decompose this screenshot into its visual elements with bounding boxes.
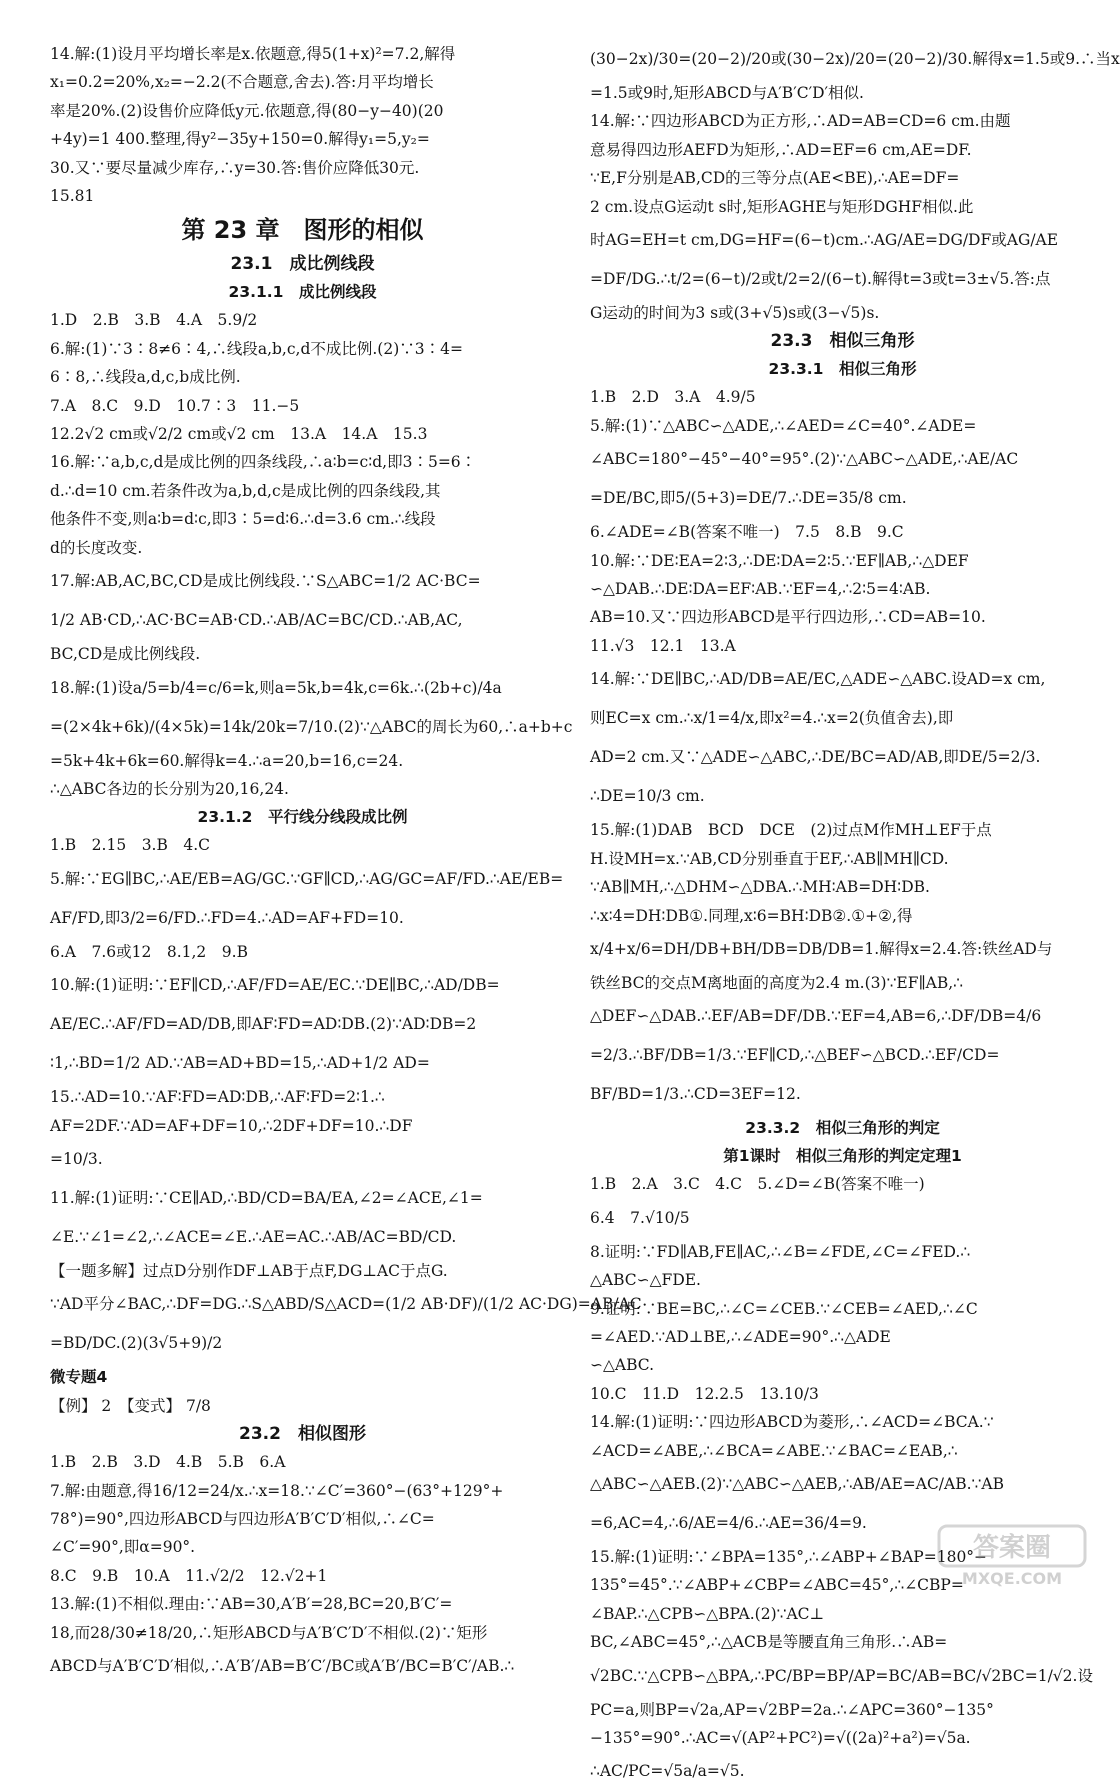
answer-line: 15.∴AD=10.∵AF∶FD=AD∶DB,∴AF∶FD=2∶1.∴ [50,1088,385,1107]
answer-line: 30.又∵要尽量减少库存,∴y=30.答:售价应降低30元. [50,158,420,177]
answer-line: 2 cm.设点G运动t s时,矩形AGHE与矩形DGHF相似.此 [590,197,974,216]
answer-line: 5.解:∵EG∥BC,∴AE/EB=AG/GC.∵GF∥CD,∴AG/GC=AF/FD.∴AE/EB= [50,869,564,888]
section-heading: 第 23 章 图形的相似 [181,216,424,245]
answer-line: 8.证明:∵FD∥AB,FE∥AC,∴∠B=∠FDE,∠C=∠FED.∴ [590,1242,971,1261]
answer-line: AD=2 cm.又∵△ADE∽△ABC,∴DE/BC=AD/AB,即DE/5=2/3. [590,748,1041,767]
answer-line: ∠BAP.∴△CPB∽△BPA.(2)∵AC⊥ [590,1604,825,1623]
answer-line: 18.解:(1)设a/5=b/4=c/6=k,则a=5k,b=4k,c=6k.∴(2b+c)/4a [50,678,502,697]
answer-line: 18,而28/30≠18/20,∴矩形ABCD与A′B′C′D′不相似.(2)∵矩形 [50,1623,488,1642]
answer-line: H.设MH=x.∵AB,CD分别垂直于EF,∴AB∥MH∥CD. [590,849,949,868]
answer-line: 17.解:AB,AC,BC,CD是成比例线段.∵S△ABC=1/2 AC·BC= [50,572,481,591]
answer-line: 14.解:∵DE∥BC,∴AD/DB=AE/EC,△ADE∽△ABC.设AD=x cm, [590,670,1046,689]
answer-line: =10/3. [50,1149,103,1168]
answer-line: 10.C 11.D 12.2.5 13.10/3 [590,1384,819,1403]
answer-line: 铁丝BC的交点M离地面的高度为2.4 m.(3)∵EF∥AB,∴ [590,973,964,992]
answer-line: 1.D 2.B 3.B 4.A 5.9/2 [50,311,258,330]
answer-line: 12.2√2 cm或√2/2 cm或√2 cm 13.A 14.A 15.3 [50,425,428,444]
answer-line: =6,AC=4,∴6/AE=4/6.∴AE=36/4=9. [590,1513,867,1532]
answer-line: 15.解:(1)DAB BCD DCE (2)过点M作MH⊥EF于点 [590,821,992,840]
answer-line: 6.A 7.6或12 8.1,2 9.B [50,942,248,961]
answer-line: ∴△ABC各边的长分别为20,16,24. [50,779,289,798]
answer-line: 14.解:∵四边形ABCD为正方形,∴AD=AB=CD=6 cm.由题 [590,112,1011,131]
answer-line: =DF/DG.∴t/2=(6−t)/2或t/2=2/(6−t).解得t=3或t=3±√5.答:点 [590,270,1051,289]
answer-line: 14.解:(1)证明:∵四边形ABCD为菱形,∴∠ACD=∠BCA.∵ [590,1413,994,1432]
section-heading: 23.3 相似三角形 [770,331,915,352]
answer-line: 时AG=EH=t cm,DG=HF=(6−t)cm.∴AG/AE=DG/DF或AG/AE [590,231,1059,250]
answer-line: AE/EC.∴AF/FD=AD/DB,即AF∶FD=AD∶DB.(2)∵AD∶DB=2 [50,1015,477,1034]
answer-line: G运动的时间为3 s或(3+√5)s或(3−√5)s. [590,304,880,323]
answer-line: △ABC∽△AEB.(2)∵△ABC∽△AEB,∴AB/AE=AC/AB.∵AB [590,1474,1004,1493]
answer-line: 15.81 [50,187,95,206]
answer-line: 8.C 9.B 10.A 11.√2/2 12.√2+1 [50,1566,328,1585]
answer-line: 6∶8,∴线段a,d,c,b成比例. [50,368,241,387]
answer-line: ∠C′=90°,即α=90°. [50,1538,196,1557]
answer-line: BC,∠ABC=45°,∴△ACB是等腰直角三角形.∴AB= [590,1633,948,1652]
answer-line: =(2×4k+6k)/(4×5k)=14k/20k=7/10.(2)∵△ABC的周长为60,∴a+b+c [50,717,573,736]
answer-line: ABCD与A′B′C′D′相似,∴A′B′/AB=B′C′/BC或A′B′/BC=B′C′/AB.∴ [50,1657,515,1675]
answer-line: 1.B 2.15 3.B 4.C [50,836,211,855]
answer-line: 135°=45°.∵∠ABP+∠CBP=∠ABC=45°,∴∠CBP= [590,1576,964,1595]
answer-line: 10.解:∵DE∶EA=2∶3,∴DE∶DA=2∶5.∵EF∥AB,∴△DEF [590,551,969,570]
answer-line: ∽△DAB.∴DE∶DA=EF∶AB.∵EF=4,∴2∶5=4∶AB. [590,580,931,599]
answer-line: 14.解:(1)设月平均增长率是x.依题意,得5(1+x)²=7.2,解得 [50,45,456,63]
answer-line: ∴AC/PC=√5a/a=√5. [590,1762,745,1781]
answer-line: 1.B 2.B 3.D 4.B 5.B 6.A [50,1453,286,1472]
answer-line: 【一题多解】过点D分别作DF⊥AB于点F,DG⊥AC于点G. [50,1261,448,1280]
answer-line: ∠E.∵∠1=∠2,∴∠ACE=∠E.∴AE=AC.∴AB/AC=BD/CD. [50,1227,457,1246]
answer-line: x₁=0.2=20%,x₂=−2.2(不合题意,舍去).答:月平均增长 [50,73,434,92]
answer-line: ∵E,F分别是AB,CD的三等分点(AE<BE),∴AE=DF= [590,169,960,188]
answer-line: =BD/DC.(2)(3√5+9)/2 [50,1334,223,1353]
answer-line: 1/2 AB·CD,∴AC·BC=AB·CD.∴AB/AC=BC/CD.∴AB,AC, [50,611,463,630]
answer-line: +4y)=1 400.整理,得y²−35y+150=0.解得y₁=5,y₂= [50,130,430,149]
section-heading: 23.3.2 相似三角形的判定 [745,1119,940,1138]
answer-line: BC,CD是成比例线段. [50,645,201,664]
section-heading: 23.1 成比例线段 [230,254,375,275]
watermark-logo [937,1524,1087,1588]
answer-line: 【例】 2 【变式】 7/8 [50,1396,211,1415]
answer-line: ∠ABC=180°−45°−40°=95°.(2)∵△ABC∽△ADE,∴AE/AC [590,450,1019,469]
answer-line: ∶1,∴BD=1/2 AD.∵AB=AD+BD=15,∴AD+1/2 AD= [50,1054,430,1073]
answer-line: 7.A 8.C 9.D 10.7∶3 11.−5 [50,396,300,415]
answer-line: d.∴d=10 cm.若条件改为a,b,d,c是成比例的四条线段,其 [50,481,441,500]
answer-line: =DE/BC,即5/(5+3)=DE/7.∴DE=35/8 cm. [590,489,907,508]
answer-line: 意易得四边形AEFD为矩形,∴AD=EF=6 cm,AE=DF. [590,140,972,159]
answer-line: 率是20%.(2)设售价应降低y元.依题意,得(80−y−40)(20 [50,101,444,120]
answer-line: 则EC=x cm.∴x/1=4/x,即x²=4.∴x=2(负值舍去),即 [590,709,954,728]
answer-line: PC=a,则BP=√2a,AP=√2BP=2a.∴∠APC=360°−135° [590,1700,994,1719]
answer-line: 9.证明:∵BE=BC,∴∠C=∠CEB.∵∠CEB=∠AED,∴∠C [590,1299,978,1318]
watermark-url: MXQE.COM [961,1569,1063,1588]
answer-line: x/4+x/6=DH/DB+BH/DB=DB/DB=1.解得x=2.4.答:铁丝AD与 [590,939,1053,958]
answer-line: 6.4 7.√10/5 [590,1208,690,1227]
answer-line: −135°=90°.∴AC=√(AP²+PC²)=√((2a)²+a²)=√5a. [590,1729,971,1747]
section-heading: 第1课时 相似三角形的判定定理1 [723,1147,962,1166]
answer-line: (30−2x)/30=(20−2)/20或(30−2x)/20=(20−2)/30.解得x=1.5或9.∴当x [590,50,1120,68]
section-heading: 23.3.1 相似三角形 [768,360,917,379]
answer-line: ∽△ABC. [590,1356,655,1375]
answer-line: =1.5或9时,矩形ABCD与A′B′C′D′相似. [590,84,864,102]
answer-line: 11.解:(1)证明:∵CE∥AD,∴BD/CD=BA/EA,∠2=∠ACE,∠1= [50,1188,483,1207]
answer-line: 10.解:(1)证明:∵EF∥CD,∴AF/FD=AE/EC.∵DE∥BC,∴AD/DB= [50,976,500,995]
answer-line: ∴x∶4=DH∶DB①.同理,x∶6=BH∶DB②.①+②,得 [590,906,913,925]
answer-line: =2/3.∴BF/DB=1/3.∵EF∥CD,∴△BEF∽△BCD.∴EF/CD= [590,1046,1000,1065]
answer-line: ∠ACD=∠ABE,∴∠BCA=∠ABE.∵∠BAC=∠EAB,∴ [590,1441,958,1460]
answer-line: BF/BD=1/3.∴CD=3EF=12. [590,1085,801,1104]
answer-line: 6.解:(1)∵3∶8≠6∶4,∴线段a,b,c,d不成比例.(2)∵3∶4= [50,339,463,358]
answer-line: 微专题4 [50,1368,108,1387]
answer-line: 15.解:(1)证明:∵∠BPA=135°,∴∠ABP+∠BAP=180°− [590,1547,988,1566]
answer-line: 7.解:由题意,得16/12=24/x.∴x=18.∵∠C′=360°−(63°+129°+ [50,1481,504,1500]
answer-line: =5k+4k+6k=60.解得k=4.∴a=20,b=16,c=24. [50,751,404,770]
answer-line: △ABC∽△FDE. [590,1271,701,1290]
section-heading: 23.2 相似图形 [239,1424,366,1445]
answer-line: 1.B 2.D 3.A 4.9/5 [590,388,756,407]
answer-line: ∵AB∥MH,∴△DHM∽△DBA.∴MH∶AB=DH∶DB. [590,878,930,897]
answer-line: 6.∠ADE=∠B(答案不唯一) 7.5 8.B 9.C [590,523,904,542]
answer-line: AF=2DF.∵AD=AF+DF=10,∴2DF+DF=10.∴DF [50,1116,413,1135]
watermark-title: 答案圈 [972,1533,1052,1563]
answer-line: ∵AD平分∠BAC,∴DF=DG.∴S△ABD/S△ACD=(1/2 AB·DF)/(1/2 AC·DG)=AB/AC [50,1295,642,1314]
answer-line: 13.解:(1)不相似.理由:∵AB=30,A′B′=28,BC=20,B′C′= [50,1595,453,1614]
answer-line: 78°)=90°,四边形ABCD与四边形A′B′C′D′相似,∴∠C= [50,1509,435,1528]
answer-line: √2BC.∵△CPB∽△BPA,∴PC/BP=BP/AP=BC/AB=BC/√2BC=1/√2.设 [590,1666,1093,1685]
answer-line: △DEF∽△DAB.∴EF/AB=DF/DB.∵EF=4,AB=6,∴DF/DB=4/6 [590,1007,1042,1026]
answer-line: AB=10.又∵四边形ABCD是平行四边形,∴CD=AB=10. [590,608,986,627]
answer-line: ∴DE=10/3 cm. [590,787,705,806]
answer-line: 11.√3 12.1 13.A [590,636,736,655]
answer-line: 5.解:(1)∵△ABC∽△ADE,∴∠AED=∠C=40°.∠ADE= [590,416,977,435]
answer-line: 他条件不变,则a∶b=d∶c,即3∶5=d∶6.∴d=3.6 cm.∴线段 [50,510,436,529]
section-heading: 23.1.1 成比例线段 [228,283,377,302]
answer-line: d的长度改变. [50,538,143,557]
answer-line: 16.解:∵a,b,c,d是成比例的四条线段,∴a∶b=c∶d,即3∶5=6∶ [50,453,477,472]
answer-line: 1.B 2.A 3.C 4.C 5.∠D=∠B(答案不唯一) [590,1175,925,1194]
section-heading: 23.1.2 平行线分线段成比例 [197,808,408,827]
answer-line: =∠AED.∵AD⊥BE,∴∠ADE=90°.∴△ADE [590,1327,891,1346]
answer-line: AF/FD,即3/2=6/FD.∴FD=4.∴AD=AF+FD=10. [50,908,404,927]
